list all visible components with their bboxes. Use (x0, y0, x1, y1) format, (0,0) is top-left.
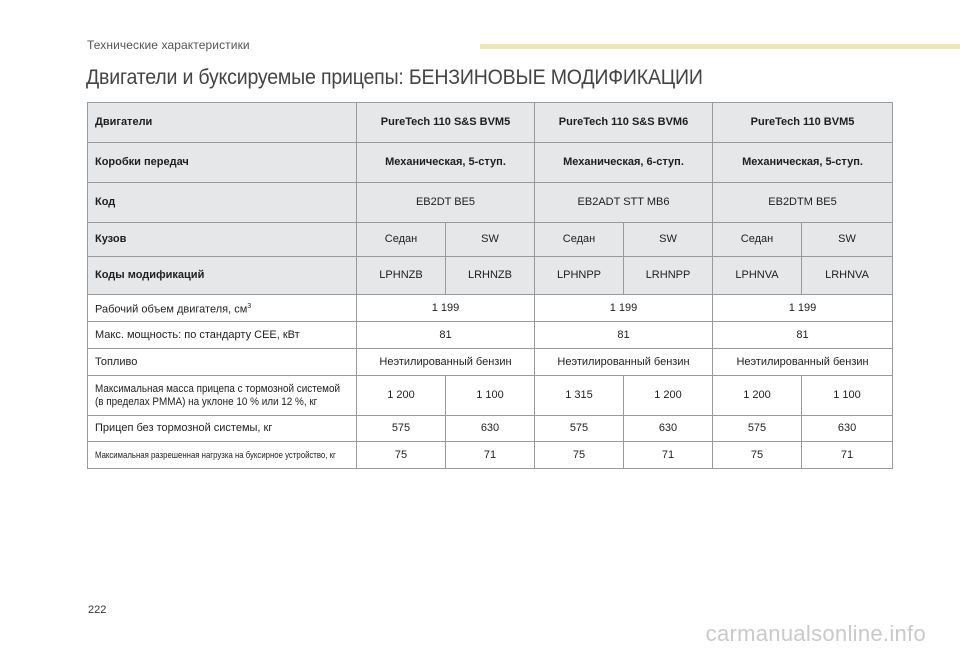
towbar-load-cell: 75 (713, 442, 802, 469)
superscript: 3 (247, 302, 252, 310)
power-cell: 81 (357, 322, 535, 349)
towbar-load-cell: 71 (802, 442, 893, 469)
unbraked-trailer-cell: 575 (357, 416, 446, 442)
page-title: Двигатели и буксируемые прицепы: БЕНЗИНОВЫЕ МОДИФИКАЦИИ (86, 66, 703, 89)
engine-cell: PureTech 110 S&S BVM5 (357, 103, 535, 143)
engine-cell: PureTech 110 S&S BVM6 (535, 103, 713, 143)
row-label (88, 442, 357, 469)
unbraked-trailer-cell: 575 (535, 416, 624, 442)
row-label: Код (88, 183, 357, 223)
unbraked-trailer-cell: 630 (802, 416, 893, 442)
row-label: Коды модификаций (88, 257, 357, 295)
code-cell: EB2ADT STT MB6 (535, 183, 713, 223)
variant-code-cell: LPHNVA (713, 257, 802, 295)
row-label: Макс. мощность: по стандарту CEE, кВт (88, 322, 357, 349)
unbraked-trailer-cell: 630 (446, 416, 535, 442)
displacement-cell: 1 199 (357, 295, 535, 322)
towbar-load-cell: 75 (357, 442, 446, 469)
braked-trailer-cell: 1 100 (802, 376, 893, 416)
braked-trailer-cell: 1 200 (357, 376, 446, 416)
braked-trailer-cell: 1 315 (535, 376, 624, 416)
power-cell: 81 (535, 322, 713, 349)
braked-trailer-cell: 1 200 (713, 376, 802, 416)
row-label (88, 295, 357, 322)
body-cell: SW (446, 223, 535, 257)
unbraked-trailer-cell: 575 (713, 416, 802, 442)
power-cell: 81 (713, 322, 893, 349)
row-fuel (88, 349, 893, 376)
row-displacement (88, 295, 893, 322)
fuel-cell: Неэтилированный бензин (535, 349, 713, 376)
row-unbraked-trailer (88, 416, 893, 442)
variant-code-cell: LRHNPP (624, 257, 713, 295)
variant-code-cell: LPHNZB (357, 257, 446, 295)
row-label: Топливо (88, 349, 357, 376)
body-cell: Седан (357, 223, 446, 257)
row-label: Кузов (88, 223, 357, 257)
page-number: 222 (88, 604, 107, 616)
body-cell: SW (624, 223, 713, 257)
body-cell: Седан (535, 223, 624, 257)
gearbox-cell: Механическая, 5-ступ. (713, 143, 893, 183)
body-cell: Седан (713, 223, 802, 257)
braked-trailer-cell: 1 100 (446, 376, 535, 416)
code-cell: EB2DT BE5 (357, 183, 535, 223)
code-cell: EB2DTM BE5 (713, 183, 893, 223)
row-engines (88, 103, 893, 143)
row-gearboxes (88, 143, 893, 183)
row-towbar-load (88, 442, 893, 469)
row-label (88, 376, 357, 416)
fuel-cell: Неэтилированный бензин (713, 349, 893, 376)
engine-cell: PureTech 110 BVM5 (713, 103, 893, 143)
gearbox-cell: Механическая, 6-ступ. (535, 143, 713, 183)
row-label: Коробки передач (88, 143, 357, 183)
braked-trailer-label-line2: (в пределах PMMA) на уклоне 10 % или 12 %, кг (95, 395, 318, 408)
specifications-table (87, 102, 893, 469)
watermark: carmanualsonline.info (705, 621, 926, 646)
towbar-load-cell: 75 (535, 442, 624, 469)
displacement-cell: 1 199 (713, 295, 893, 322)
row-braked-trailer (88, 376, 893, 416)
row-code (88, 183, 893, 223)
variant-code-cell: LRHNZB (446, 257, 535, 295)
variant-code-cell: LRHNVA (802, 257, 893, 295)
row-label: Двигатели (88, 103, 357, 143)
towbar-load-cell: 71 (624, 442, 713, 469)
braked-trailer-cell: 1 200 (624, 376, 713, 416)
body-cell: SW (802, 223, 893, 257)
braked-trailer-label-line1: Максимальная масса прицепа с тормозной системой (95, 382, 340, 395)
variant-code-cell: LPHNPP (535, 257, 624, 295)
section-label: Технические характеристики (87, 38, 250, 52)
gearbox-cell: Механическая, 5-ступ. (357, 143, 535, 183)
row-label: Прицеп без тормозной системы, кг (88, 416, 357, 442)
towbar-load-label: Максимальная разрешенная нагрузка на буксирное устройство, кг (95, 449, 336, 461)
row-body (88, 223, 893, 257)
row-power (88, 322, 893, 349)
fuel-cell: Неэтилированный бензин (357, 349, 535, 376)
header-accent-bar (480, 44, 960, 49)
row-variant-codes (88, 257, 893, 295)
unbraked-trailer-cell: 630 (624, 416, 713, 442)
towbar-load-cell: 71 (446, 442, 535, 469)
displacement-label: Рабочий объем двигателя, см (95, 303, 248, 316)
displacement-cell: 1 199 (535, 295, 713, 322)
